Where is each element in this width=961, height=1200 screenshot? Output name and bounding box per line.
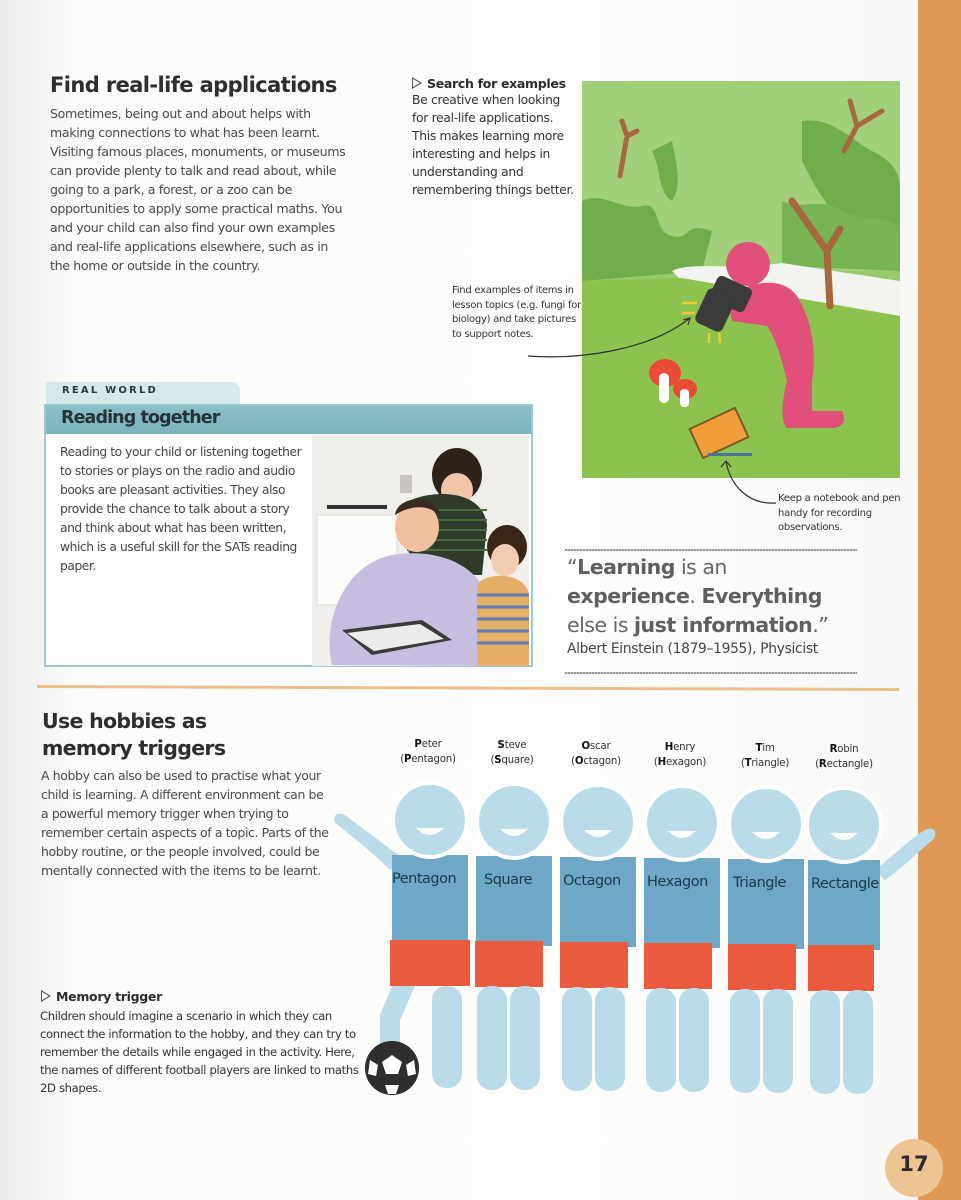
search-examples-sidebar [412, 76, 577, 199]
player-label-oscar: Oscar (Octagon) [571, 741, 621, 767]
shirt-label-triangle: Triangle [733, 875, 786, 891]
triangle-pointer-icon [412, 77, 422, 89]
family-reading-photo [312, 435, 529, 666]
section-body-hobbies: A hobby can also be used to practise what your child is learning. A different environment can be a powerful memory trigger when trying to remember certain aspects of a topic. Parts of the hobby routine, or the people involved, could be mentally connected with the items to be learnt. [41, 768, 329, 878]
quote-top-rule [565, 549, 857, 551]
shirt-label-square: Square [484, 872, 533, 888]
quote-word: . [689, 584, 702, 608]
label-name: enry [673, 742, 696, 753]
shirt-label-octagon: Octagon [563, 873, 621, 889]
quote-word: Everything [701, 584, 822, 608]
quote-word: Learning [577, 555, 675, 579]
label-name: obin [837, 744, 859, 755]
einstein-quote [567, 553, 867, 640]
sidebar-title: Search for examples [427, 76, 566, 91]
label-shape: exagon [666, 757, 703, 768]
label-shape: ctagon [583, 756, 618, 767]
player-label-tim: Tim (Triangle) [740, 743, 790, 769]
shirt-label-rectangle: Rectangle [811, 876, 879, 892]
player-label-robin: Robin (Rectangle) [815, 744, 873, 770]
label-initial: P [414, 739, 422, 750]
shirt-label-pentagon: Pentagon [392, 871, 457, 887]
quote-word: experience [567, 584, 690, 608]
sidebar-title-row [412, 76, 577, 91]
label-initial: P [404, 754, 412, 765]
label-shape: entagon [411, 754, 452, 765]
sidebar-body: Be creative when looking for real-life applications. This makes learning more interesting and helps in understanding and remembering things better. [412, 93, 574, 197]
label-initial: H [664, 742, 674, 753]
label-initial: S [497, 740, 505, 751]
section-heading-real-life: Find real-life applications [50, 73, 337, 97]
quote-word: else is [567, 613, 635, 637]
label-initial: R [829, 744, 838, 755]
quote-attribution: Albert Einstein (1879–1955), Physicist [567, 641, 818, 657]
real-world-body: Reading to your child or listening together to stories or plays on the radio and audio books are pleasant activities. They also provide the chance to talk about a story and think about what has been written, which is a useful skill for the SATs reading paper. [60, 445, 302, 573]
label-name: im [762, 743, 775, 754]
label-initial: R [818, 759, 827, 770]
memory-trigger-title-row [41, 989, 162, 1004]
memory-trigger-body: Children should imagine a scenario in which they can connect the information to the hobby, and they can try to remember the details while engaged in the activity. Here, the names of different football players are linked to maths 2D shapes. [40, 1009, 359, 1095]
shirt-label-hexagon: Hexagon [647, 874, 708, 890]
label-initial: S [494, 755, 502, 766]
quote-bottom-rule [565, 672, 857, 674]
label-shape: riangle [751, 758, 786, 769]
label-initial: T [755, 743, 763, 754]
label-initial: O [581, 741, 590, 752]
player-label-henry: Henry (Hexagon) [653, 742, 707, 768]
nature-photography-illustration [582, 81, 900, 478]
section-heading-hobbies: Use hobbies as memory triggers [42, 709, 226, 760]
label-shape: quare [501, 755, 530, 766]
section-body-real-life: Sometimes, being out and about helps with making connections to what has been learnt. Visiting famous places, monuments, or museums can provide plenty to talk and read about, while going to a park, a forest, or a zoo can be opportunities to apply some practical maths. You and your child can also find your own examples and real-life applications elsewhere, such as in the home or outside in the country. [50, 106, 346, 273]
real-world-title: Reading together [61, 408, 220, 428]
memory-trigger-title: Memory trigger [56, 989, 162, 1004]
football-players-illustration [330, 780, 940, 1100]
triangle-pointer-icon [41, 990, 51, 1002]
page-number: 17 [899, 1152, 929, 1176]
notebook-caption: Keep a notebook and pen handy for recording observations. [778, 493, 901, 534]
quote-word: is an [674, 555, 727, 579]
label-initial: T [744, 758, 752, 769]
quote-open-mark: “ [567, 555, 578, 579]
label-initial: H [657, 757, 666, 768]
label-name: teve [504, 740, 527, 751]
label-initial: O [574, 756, 584, 767]
real-world-tab-label: REAL WORLD [62, 385, 159, 396]
label-shape: ectangle [826, 759, 870, 770]
label-name: eter [421, 739, 442, 750]
quote-close-mark: .” [812, 613, 829, 637]
player-label-peter: Peter (Pentagon) [400, 739, 456, 765]
camera-caption: Find examples of items in lesson topics (e.g. fungi for biology) and take pictures to support notes. [452, 285, 581, 340]
label-name: scar [589, 741, 611, 752]
player-label-steve: Steve (Square) [490, 740, 534, 766]
page-number-badge [885, 1139, 943, 1197]
quote-word: just information [634, 613, 813, 637]
